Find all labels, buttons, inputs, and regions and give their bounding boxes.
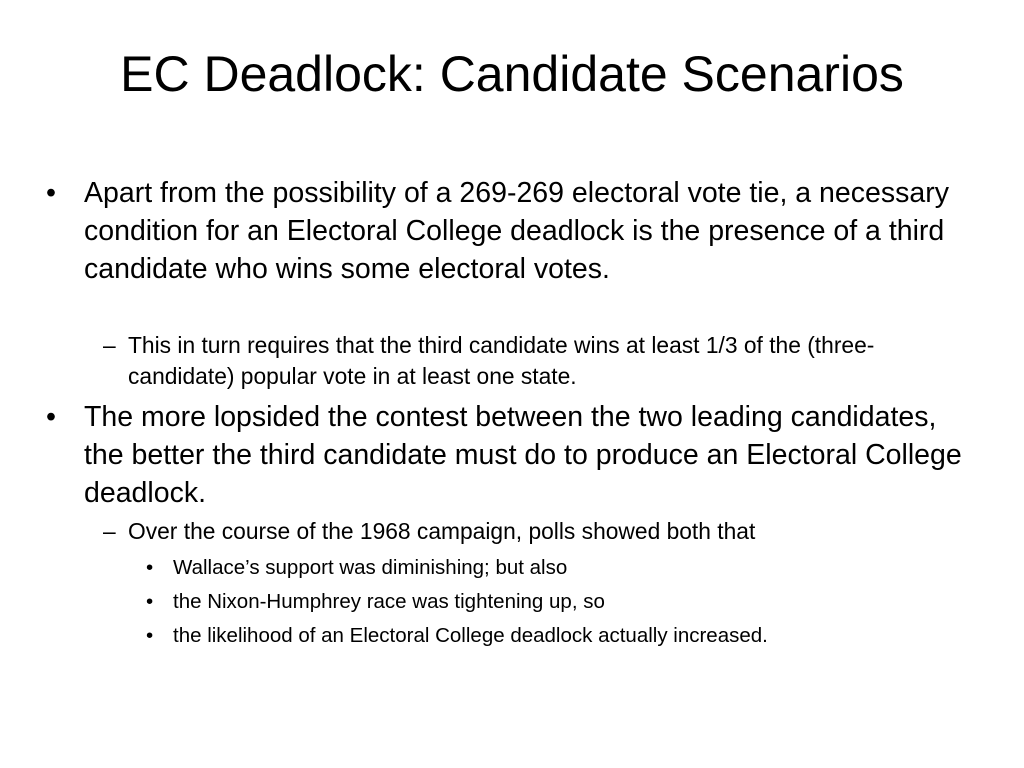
bullet-marker: • bbox=[146, 624, 154, 647]
bullet-marker: • bbox=[46, 177, 56, 209]
sub-bullet-text: This in turn requires that the third candidate wins at least 1/3 of the (three-candidate) popular vote in at least one state. bbox=[128, 332, 875, 389]
bullet-point-2 bbox=[46, 398, 976, 512]
sub-sub-bullet-text: Wallace’s support was diminishing; but also bbox=[173, 556, 568, 579]
sub-bullet-1-1 bbox=[103, 330, 933, 392]
sub-sub-bullet-2-1-3 bbox=[146, 623, 946, 649]
sub-sub-bullet-2-1-1 bbox=[146, 555, 946, 581]
sub-bullet-2-1 bbox=[103, 516, 933, 547]
sub-sub-bullet-text: the likelihood of an Electoral College deadlock actually increased. bbox=[173, 624, 768, 647]
bullet-text: Apart from the possibility of a 269-269 electoral vote tie, a necessary condition for an Electoral College deadlock is the presence of a third candidate who wins some electoral votes. bbox=[84, 177, 949, 285]
sub-bullet-text: Over the course of the 1968 campaign, polls showed both that bbox=[128, 518, 756, 544]
bullet-marker: • bbox=[146, 590, 154, 613]
dash-marker: – bbox=[103, 518, 116, 544]
bullet-marker: • bbox=[146, 556, 154, 579]
bullet-marker: • bbox=[46, 401, 56, 433]
bullet-point-1 bbox=[46, 174, 976, 288]
dash-marker: – bbox=[103, 332, 116, 358]
slide-title: EC Deadlock: Candidate Scenarios bbox=[120, 46, 904, 102]
sub-sub-bullet-2-1-2 bbox=[146, 589, 946, 615]
sub-sub-bullet-text: the Nixon-Humphrey race was tightening up, so bbox=[173, 590, 605, 613]
bullet-text: The more lopsided the contest between the two leading candidates, the better the third candidate must do to produce an Electoral College deadlock. bbox=[84, 401, 962, 509]
